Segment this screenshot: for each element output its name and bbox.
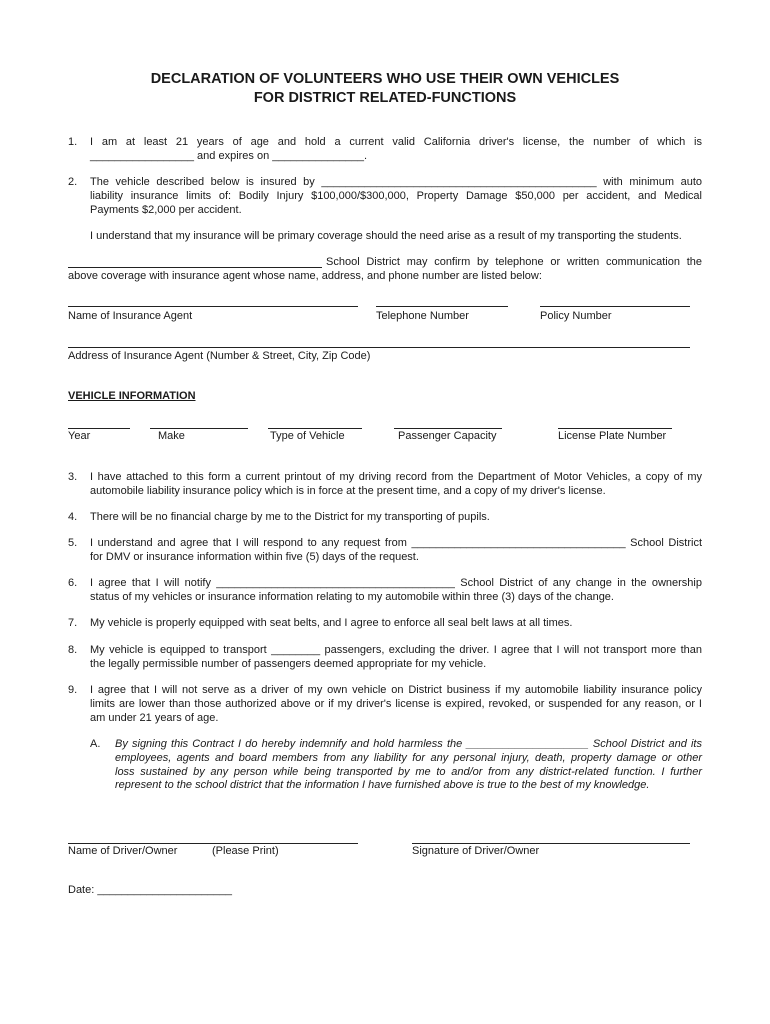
item-number: 5. [68,537,78,549]
item-2 [68,176,702,217]
item-number: 9. [68,684,78,696]
item-1-line1: I am at least 21 years of age and hold a current valid California driver's license, the number of which is [90,136,702,148]
item-4 [68,511,702,525]
policy-number-line [540,306,690,307]
please-print-label: (Please Print) [212,845,279,857]
confirm-text-line2: above coverage with insurance agent whose name, address, and phone number are listed below: [68,270,542,282]
agent-phone-line [376,306,508,307]
item-5 [68,537,702,565]
vehicle-type-label: Type of Vehicle [270,430,345,442]
item-2-line3: Payments $2,000 per accident. [90,203,242,216]
item-9-line2: limits are lower than those authorized above or if my driver's license is expired, revoked, or suspended for any reason, or I [90,697,702,710]
signature-line [412,843,690,844]
driver-name-line [68,843,358,844]
item-4-line1: There will be no financial charge by me to the District for my transporting of pupils. [90,511,490,523]
license-plate-label: License Plate Number [558,430,667,442]
item-number: 1. [68,136,78,148]
policy-number-label: Policy Number [540,310,612,322]
item-6-line2: status of my vehicles or insurance information relating to my automobile within three (3) days of the change. [90,590,614,603]
vehicle-section-heading: VEHICLE INFORMATION [68,390,196,402]
item-number: 8. [68,644,78,656]
item-number: 2. [68,176,78,188]
make-label: Make [158,430,185,442]
item-6 [68,577,702,605]
item-1 [68,136,702,164]
make-line [150,428,248,429]
item-number: 4. [68,511,78,523]
item-9-line3: am under 21 years of age. [90,711,219,724]
item-8 [68,644,702,672]
item-number: 6. [68,577,78,589]
document-title-line2: FOR DISTRICT RELATED-FUNCTIONS [253,90,517,106]
item-3 [68,471,702,499]
document-title-line1: DECLARATION OF VOLUNTEERS WHO USE THEIR OWN VEHICLES [150,71,620,87]
item-3-line1: I have attached to this form a current printout of my driving record from the Department of Motor Vehicles, a copy of my [90,471,702,483]
item-a-line3: loss sustained by any person while being transported by me to and/or from any district-related function. I further [115,765,702,778]
year-label: Year [68,430,91,442]
item-5-line2: for DMV or insurance information within five (5) days of the request. [90,550,419,563]
date-field: Date: ______________________ [68,884,232,896]
signature-label: Signature of Driver/Owner [412,845,540,857]
item-1-line2: _________________ and expires on _______________. [90,149,368,162]
item-number: 7. [68,617,78,629]
item-a-line1: By signing this Contract I do hereby indemnify and hold harmless the ____________________ School District and its [115,738,702,750]
agent-address-label: Address of Insurance Agent (Number & Street, City, Zip Code) [68,350,371,362]
capacity-line [394,428,502,429]
item-8-line2: the legally permissible number of passengers deemed appropriate for my vehicle. [90,657,487,670]
item-9 [68,684,702,725]
item-number: 3. [68,471,78,483]
item-a [90,738,702,793]
item-9-line1: I agree that I will not serve as a driver of my own vehicle on District business if my automobile liability insurance policy [90,684,702,696]
item-6-line1: I agree that I will notify _______________________________________ School District of any change in the ownership [90,577,702,589]
item-2-line2: liability insurance limits of: Bodily Injury $100,000/$300,000, Property Damage $50,000 per accident, and Medical [90,189,702,202]
item-2-line1: The vehicle described below is insured by _____________________________________________ with minimum auto [90,176,702,188]
item-7-line1: My vehicle is properly equipped with seat belts, and I agree to enforce all seal belt laws at all times. [90,617,573,629]
item-3-line2: automobile liability insurance policy which is in force at the present time, and a copy of my driver's license. [90,484,606,497]
item-5-line1: I understand and agree that I will respond to any request from ___________________________________ School District [90,537,702,549]
plate-line [558,428,672,429]
insurance-understanding-text: I understand that my insurance will be primary coverage should the need arise as a result of my transporting the students. [90,230,682,242]
item-letter: A. [90,738,101,750]
item-7 [68,617,702,631]
item-a-line2: employees, agents and board members from any liability for any personal injury, death, property damage or other [115,751,702,764]
confirm-text-line1: School District may confirm by telephone or written communication the [326,256,702,268]
telephone-label: Telephone Number [376,310,469,322]
agent-name-label: Name of Insurance Agent [68,310,193,322]
item-a-line4: represent to the school district that the information I have furnished above is true to the best of my knowledge. [115,779,650,792]
item-8-line1: My vehicle is equipped to transport ________ passengers, excluding the driver. I agree that I will not transport more than [90,644,702,656]
agent-name-line [68,306,358,307]
type-line [268,428,362,429]
driver-name-label: Name of Driver/Owner [68,845,178,857]
passenger-capacity-label: Passenger Capacity [398,430,497,442]
school-district-blank [68,267,322,268]
year-line [68,428,130,429]
agent-address-line [68,347,690,348]
